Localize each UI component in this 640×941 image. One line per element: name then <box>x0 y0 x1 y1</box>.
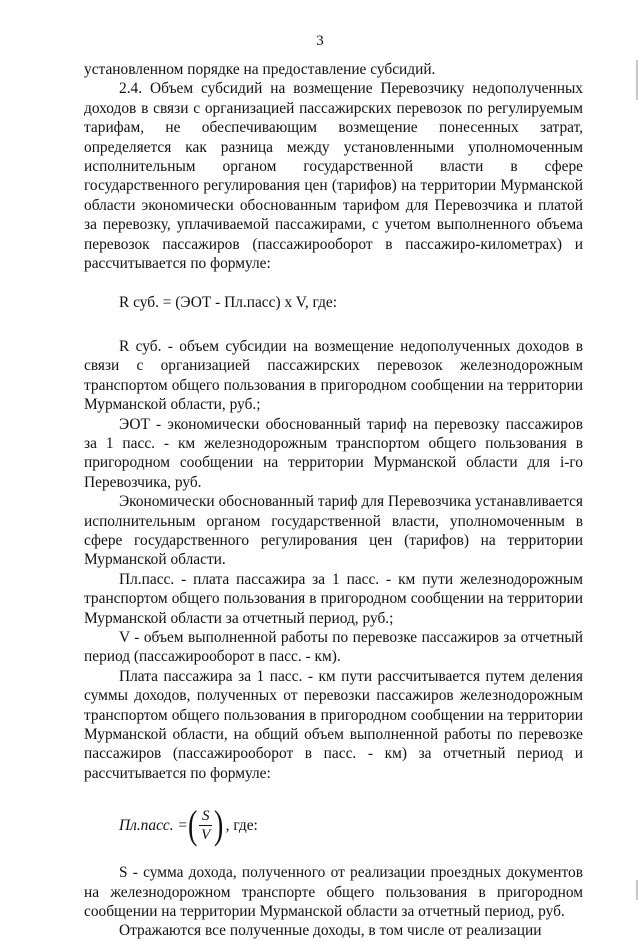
formula-fare <box>119 801 583 849</box>
document-body <box>84 60 583 941</box>
scan-edge-mark <box>636 880 638 900</box>
paragraph-fare-calculation: Плата пассажира за 1 пасс. - км пути рассчитывается путем деления суммы доходов, полученных от перевозки пассажиров железнодорожным транспортом общего пользования в пригородном сообщении на территории Мурманской области, на общий объем выполненной работы по перевозке пассажиров (пассажирооборот в пасс. - км) за отчетный период и рассчитывается по формуле: <box>84 667 583 782</box>
formula-open-paren: ( <box>187 802 198 848</box>
definition-r-sub: R суб. - объем субсидии на возмещение недополученных доходов в связи с организацией пассажирских перевозок железнодорожным транспортом общего пользования в пригородном сообщении на территории Мурманской области, руб.; <box>84 337 583 414</box>
formula-close-paren: ) <box>214 802 224 848</box>
paragraph-2-4: 2.4. Объем субсидий на возмещение Перевозчику недополученных доходов в связи с организацией пассажирских перевозок по регулируемым тарифам, не обеспечивающим возмещение понесенных затрат, определяется как разница между установленными уполномоченным исполнительным органом государственной власти в сфере государственного регулирования цен (тарифов) на территории Мурманской области экономически обоснованным тарифом для Перевозчика и платой за перевозку, уплачиваемой пассажирами, с учетом выполненного объема перевозок пассажиров (пассажирооборот в пассажиро-километрах) и рассчитывается по формуле: <box>84 80 583 273</box>
formula-numerator: S <box>199 807 213 826</box>
scan-edge-mark <box>636 60 638 100</box>
formula-subsidy: R суб. = (ЭОТ - Пл.пасс) x V, где: <box>119 294 338 312</box>
paragraph-eot-set: Экономически обоснованный тариф для Перевозчика устанавливается исполнительным органом государственной власти, уполномоченным в сфере государственного регулирования цен (тарифов) на территории Мурманской области. <box>84 493 583 569</box>
page-number: 3 <box>316 33 324 49</box>
definition-pl-pass: Пл.пасс. - плата пассажира за 1 пасс. - км пути железнодорожным транспортом общего пользования в пригородном сообщении на территории Мурманской области за отчетный период, руб.; <box>84 570 583 627</box>
formula-fare-lhs: Пл.пасс. = <box>119 816 188 834</box>
paragraph-revenues: Отражаются все полученные доходы, в том числе от реализации <box>119 922 542 940</box>
formula-denominator: V <box>201 826 211 843</box>
definition-s: S - сумма дохода, полученного от реализации проездных документов на железнодорожном транспорте общего пользования в пригородном сообщении на территории Мурманской области за отчетный период, руб. <box>84 864 583 921</box>
paragraph-continuation: установленном порядке на предоставление субсидий. <box>84 61 436 78</box>
formula-fraction <box>198 807 213 844</box>
definition-v: V - объем выполненной работы по перевозке пассажиров за отчетный период (пассажирооборот в пасс. - км). <box>84 628 583 666</box>
formula-fare-tail: , где: <box>225 816 258 834</box>
definition-eot: ЭОТ - экономически обоснованный тариф на перевозку пассажиров за 1 пасс. - км железнодорожным транспортом общего пользования в пригородном сообщении на территории Мурманской области для i-го Перевозчика, руб. <box>84 415 583 491</box>
